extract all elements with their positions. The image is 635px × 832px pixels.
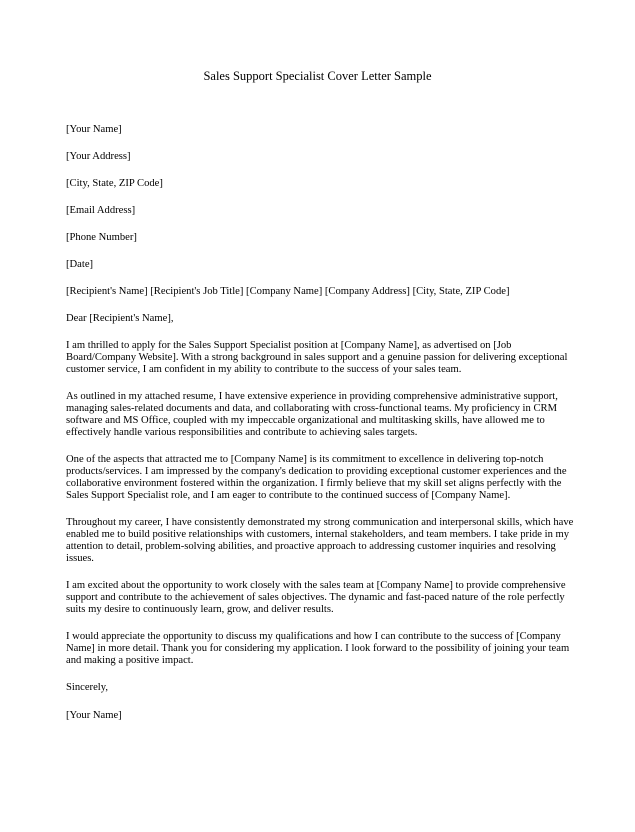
paragraph-intro: I am thrilled to apply for the Sales Support Specialist position at [Company Name], as advertised on [Job Board/Company Website]. With a strong background in sales support and a genuine passion for delivering exceptional customer service, I am confident in my ability to contribute to the success of your sales team.	[66, 340, 568, 375]
recipient-line: [Recipient's Name] [Recipient's Job Title] [Company Name] [Company Address] [City, State, ZIP Code]	[66, 286, 510, 297]
paragraph-company: One of the aspects that attracted me to [Company Name] is its commitment to excellence in delivering top-notch products/services. I am impressed by the company's dedication to providing exceptional customer experiences and the collaborative environment fostered within the organization. I firmly believe that my skill set aligns perfectly with the Sales Support Specialist role, and I am eager to contribute to the continued success of [Company Name].	[66, 454, 567, 501]
paragraph-closing: I would appreciate the opportunity to discuss my qualifications and how I can contribute to the success of [Company Name] in more detail. Thank you for considering my application. I look forward to the possibility of joining your team and making a positive impact.	[66, 631, 570, 666]
paragraph-opportunity: I am excited about the opportunity to work closely with the sales team at [Company Name] to provide comprehensive support and contribute to the achievement of sales objectives. The dynamic and fast-paced nature of the role perfectly suits my desire to continuously learn, grow, and deliver results.	[66, 580, 566, 615]
sender-email: [Email Address]	[66, 205, 136, 216]
sender-address: [Your Address]	[66, 151, 131, 162]
paragraph-skills: Throughout my career, I have consistently demonstrated my strong communication and interpersonal skills, which have enabled me to build positive relationships with customers, internal stakeholders, and team members. I take pride in my attention to detail, problem-solving abilities, and proactive approach to addressing customer inquiries and resolving issues.	[66, 517, 574, 564]
letter-body	[66, 124, 576, 737]
sender-city-state-zip: [City, State, ZIP Code]	[66, 178, 163, 189]
sender-phone: [Phone Number]	[66, 232, 137, 243]
closing-word: Sincerely,	[66, 682, 108, 693]
sender-name: [Your Name]	[66, 124, 122, 135]
signature-name: [Your Name]	[66, 710, 122, 721]
letter-date: [Date]	[66, 259, 94, 270]
salutation: Dear [Recipient's Name],	[66, 313, 174, 324]
document-title: Sales Support Specialist Cover Letter Sample	[203, 69, 432, 83]
paragraph-experience: As outlined in my attached resume, I have extensive experience in providing comprehensive administrative support, managing sales-related documents and data, and collaborating with cross-functional teams. My proficiency in CRM software and MS Office, coupled with my impeccable organizational and multitasking skills, have allowed me to effectively handle various responsibilities and contribute to achieving sales targets.	[66, 391, 558, 438]
